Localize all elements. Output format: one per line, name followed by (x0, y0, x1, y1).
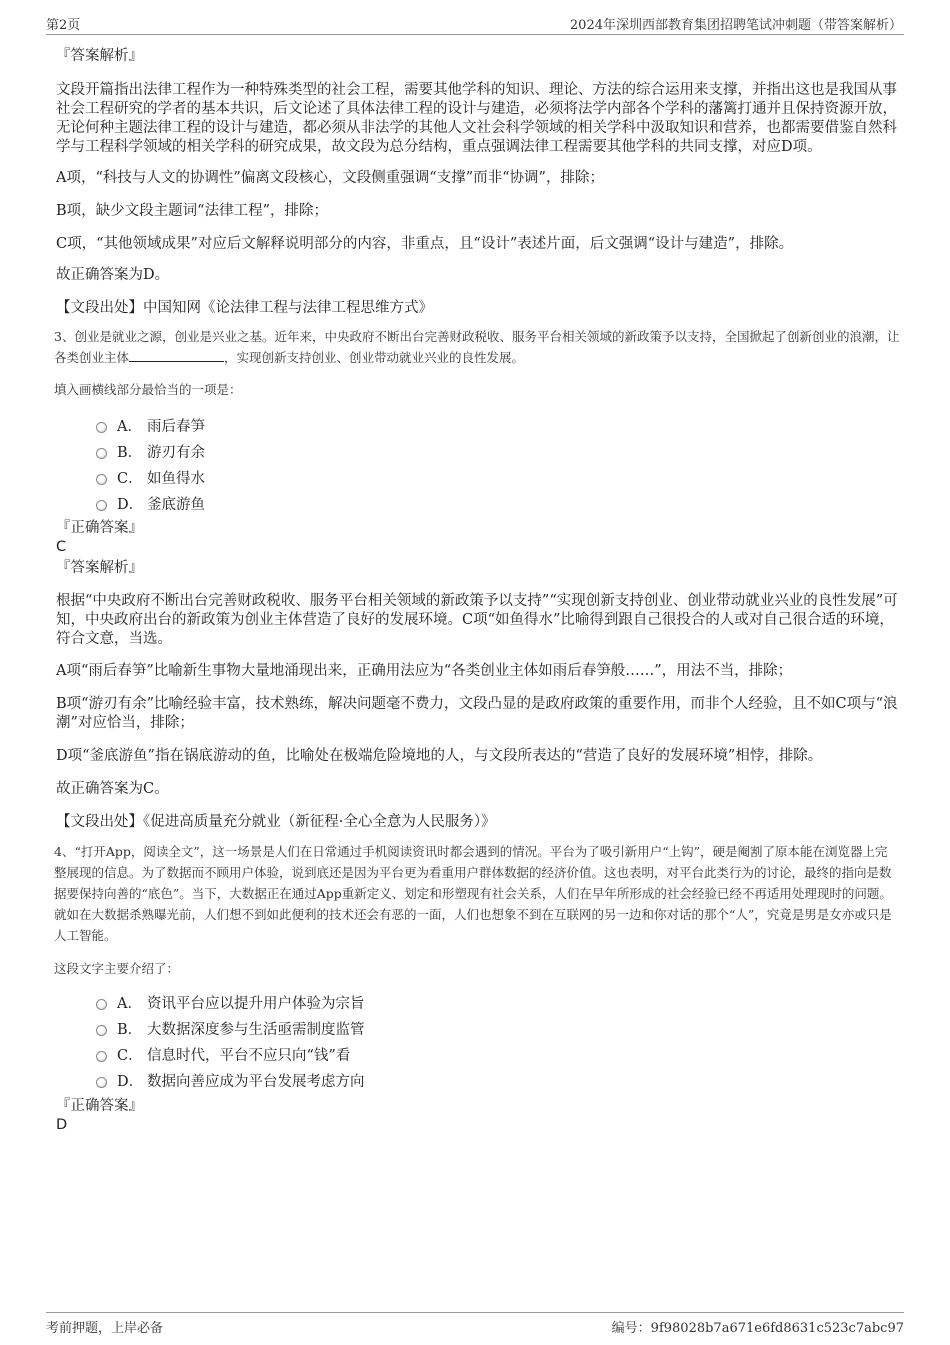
radio-button[interactable] (96, 448, 107, 459)
page-footer (46, 1312, 904, 1337)
option-text: 大数据深度参与生活亟需制度监管 (147, 1021, 365, 1038)
page-header (46, 12, 904, 35)
analysis-paragraph: 文段开篇指出法律工程作为一种特殊类型的社会工程，需要其他学科的知识、理论、方法的综合运用来支撑，并指出这也是我国从事社会工程研究的学者的基本共识，后文论述了具体法律工程的设计与建造，必须将法学内部各个学科的藩篱打通并且保持资源开放，无论何种主题法律工程的设计与建造，都必须从非法学的其他人文社会科学领域的相关学科中汲取知识和营养，也都需要借鉴自然科学与工程科学领域的相关学科的研究成果，故文段为总分结构，重点强调法律工程需要其他学科的共同支撑，对应D项。 (56, 82, 897, 155)
radio-button[interactable] (96, 422, 107, 433)
option-item[interactable] (96, 438, 900, 464)
option-text: 如鱼得水 (147, 470, 205, 487)
question-stem-part: 3、创业是就业之源，创业是兴业之基。近年来，中央政府不断出台完善财政税收、服务平台相关领域的新政策予以支持，全国掀起了创新创业的浪潮，让各类创业主体 (54, 329, 900, 365)
option-text: 资讯平台应以提升用户体验为宗旨 (147, 995, 365, 1012)
analysis-paragraph: B项“游刃有余”比喻经验丰富，技术熟练，解决问题毫不费力，文段凸显的是政府政策的重要作用，而非个人经验，且不如C项与“浪潮”对应恰当，排除； (56, 696, 898, 731)
analysis-label: 『答案解析』 (56, 48, 143, 64)
document-title: 2024年深圳西部教育集团招聘笔试冲刺题（带答案解析） (569, 18, 902, 33)
option-letter: C． (117, 470, 143, 487)
option-text: 游刃有余 (147, 444, 205, 461)
option-letter: D． (117, 496, 144, 513)
question-stem: 4、“打开App，阅读全文”，这一场景是人们在日常通过手机阅读资讯时都会遇到的情况。平台为了吸引新用户“上钩”，硬是阉割了原本能在浏览器上完整展现的信息。为了数据而不顾用户体验，说到底还是因为平台更为看重用户群体数据的经济价值。这也表明，对平台此类行为的讨论，最终的指向是数据要保持向善的“底色”。当下，大数据正在通过App重新定义、划定和形塑现有社会关系，人们在早年所形成的社会经验已经不再适用处理现时的问题。就如在大数据杀熟曝光前，人们想不到如此便利的技术还会有恶的一面，人们也想象不到在互联网的另一边和你对话的那个“人”，究竟是男是女亦或只是人工智能。 (54, 844, 892, 943)
option-text: 雨后春笋 (147, 418, 205, 435)
radio-button[interactable] (96, 1025, 107, 1036)
radio-button[interactable] (96, 474, 107, 485)
option-letter: B． (117, 444, 143, 461)
option-item[interactable] (96, 989, 900, 1015)
radio-button[interactable] (96, 1077, 107, 1088)
analysis-paragraph: C项，“其他领域成果”对应后文解释说明部分的内容，非重点，且“设计”表述片面，后文强调“设计与建造”，排除。 (56, 236, 794, 252)
answer-label: 『正确答案』 (56, 1098, 143, 1114)
analysis-label: 『答案解析』 (56, 560, 143, 576)
analysis-paragraph: A项“雨后春笋”比喻新生事物大量地涌现出来，正确用法应为“各类创业主体如雨后春笋般……”，用法不当，排除； (56, 663, 793, 679)
radio-button[interactable] (96, 500, 107, 511)
option-text: 信息时代，平台不应只向“钱”看 (147, 1047, 351, 1064)
option-letter: C． (117, 1047, 143, 1064)
correct-answer: C (56, 539, 67, 555)
option-text: 数据向善应成为平台发展考虑方向 (147, 1073, 365, 1090)
option-letter: B． (117, 1021, 143, 1038)
analysis-paragraph: 根据“中央政府不断出台完善财政税收、服务平台相关领域的新政策予以支持”“实现创新支持创业、创业带动就业兴业的良性发展”可知，中央政府出台的新政策为创业主体营造了良好的发展环境。C项“如鱼得水”比喻得到跟自己很投合的人或对自己很合适的环境，符合文意，当选。 (56, 593, 898, 647)
analysis-paragraph: D项“釜底游鱼”指在锅底游动的鱼，比喻处在极端危险境地的人，与文段所表达的“营造了良好的发展环境”相悖，排除。 (56, 748, 823, 764)
source-citation: 【文段出处】中国知网《论法律工程与法律工程思维方式》 (56, 300, 433, 316)
footer-slogan: 考前押题，上岸必备 (46, 1321, 164, 1336)
analysis-conclusion: 故正确答案为C。 (56, 781, 169, 797)
document-id: 编号：9f98028b7a671e6fd8631c523c7abc97 (611, 1321, 904, 1336)
source-citation: 【文段出处】《促进高质量充分就业（新征程·全心全意为人民服务）》 (56, 814, 496, 830)
page-number: 第2页 (46, 18, 81, 33)
page-content (56, 44, 900, 1134)
option-item[interactable] (96, 1041, 900, 1067)
option-item[interactable] (96, 464, 900, 490)
option-item[interactable] (96, 490, 900, 516)
option-list (96, 989, 900, 1093)
option-text: 釜底游鱼 (147, 496, 205, 513)
analysis-conclusion: 故正确答案为D。 (56, 267, 170, 283)
option-item[interactable] (96, 412, 900, 438)
analysis-paragraph: A项，“科技与人文的协调性”偏离文段核心，文段侧重强调“支撑”而非“协调”，排除； (56, 170, 604, 186)
option-letter: D． (117, 1073, 144, 1090)
answer-label: 『正确答案』 (56, 520, 143, 536)
question-prompt: 这段文字主要介绍了： (54, 961, 180, 976)
question-stem (54, 326, 900, 368)
option-letter: A． (117, 995, 142, 1012)
option-list (96, 412, 900, 516)
option-letter: A． (117, 418, 142, 435)
analysis-paragraph: B项，缺少文段主题词“法律工程”，排除； (56, 203, 328, 219)
option-item[interactable] (96, 1015, 900, 1041)
option-item[interactable] (96, 1067, 900, 1093)
question-prompt: 填入画横线部分最恰当的一项是： (54, 382, 242, 397)
fill-blank (129, 349, 224, 362)
radio-button[interactable] (96, 1051, 107, 1062)
correct-answer: D (56, 1117, 68, 1133)
radio-button[interactable] (96, 999, 107, 1010)
question-stem-part: ，实现创新支持创业、创业带动就业兴业的良性发展。 (224, 350, 525, 365)
